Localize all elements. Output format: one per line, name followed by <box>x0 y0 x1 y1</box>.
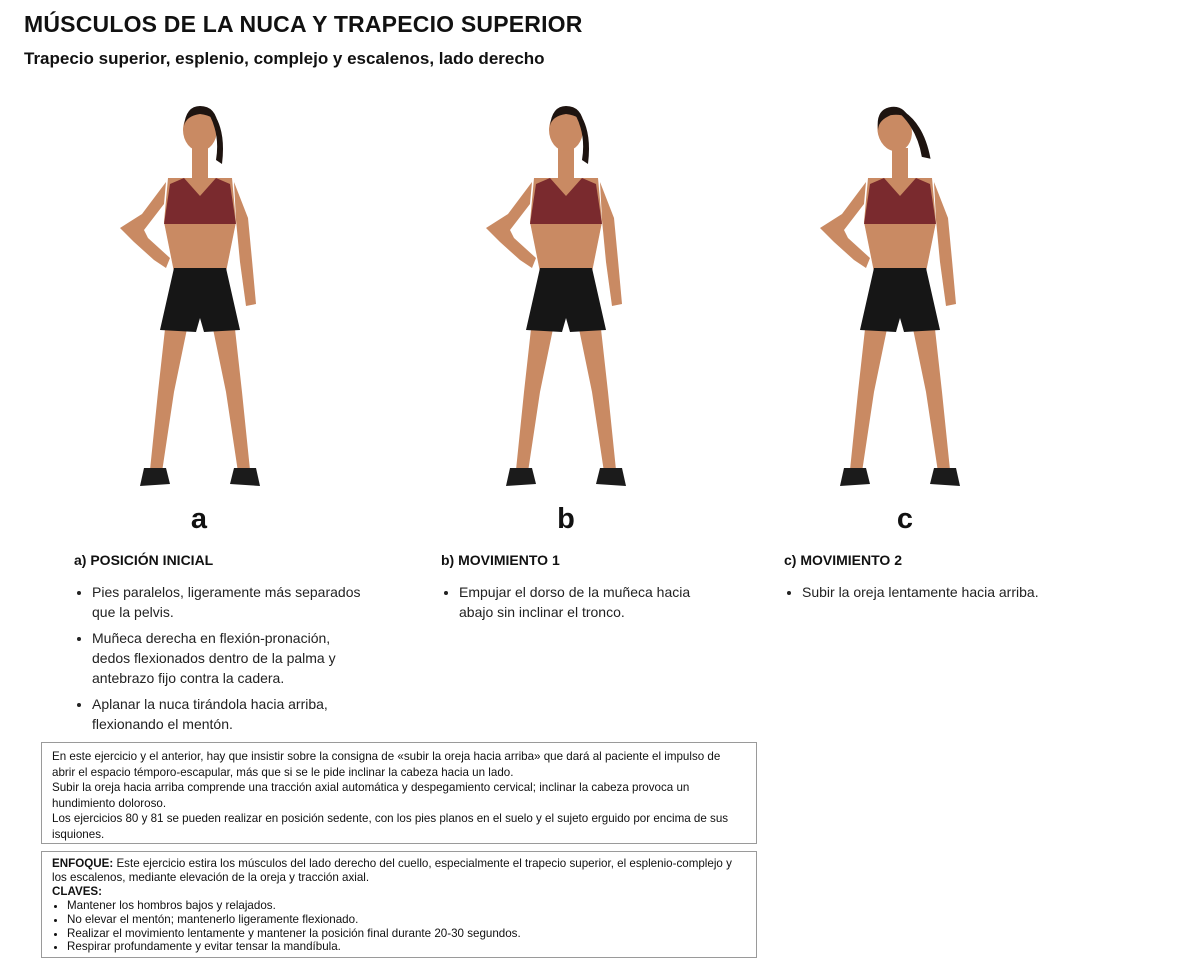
list-item: • Empujar el dorso de la muñeca hacia abajo sin inclinar el tronco. <box>459 582 711 622</box>
figure-b-illustration <box>466 92 666 504</box>
panel-c-description <box>784 552 1084 608</box>
panel-b-heading: b) MOVIMIENTO 1 <box>441 552 560 568</box>
panel-c-heading: c) MOVIMIENTO 2 <box>784 552 902 568</box>
focus-box <box>41 851 757 958</box>
note-paragraph: En este ejercicio y el anterior, hay que insistir sobre la consigna de «subir la oreja hacia arriba» que dará al paciente el impulso de abrir el espacio témporo-escapular, más que si se le pide inclinar la cabeza hacia un lado. <box>52 750 721 779</box>
note-paragraph: Los ejercicios 80 y 81 se pueden realizar en posición sedente, con los pies planos en el suelo y el sujeto erguido por encima de sus isquiones. <box>52 812 729 841</box>
figure-c-illustration <box>800 92 1000 504</box>
list-item: • Aplanar la nuca tirándola hacia arriba, flexionando el mentón. <box>92 694 364 734</box>
panel-letter-c: c <box>896 503 914 535</box>
focus-text: Este ejercicio estira los músculos del lado derecho del cuello, especialmente el trapecio superior, el esplenio-complejo y los escalenos, mediante elevación de la oreja y tracción axial. <box>52 857 732 884</box>
panel-a-bullet-list <box>74 582 364 734</box>
list-item: • Mantener los hombros bajos y relajados. <box>67 899 746 913</box>
page-title: MÚSCULOS DE LA NUCA Y TRAPECIO SUPERIOR <box>24 11 583 37</box>
panel-c-bullet-list <box>784 582 1084 602</box>
focus-label: ENFOQUE: <box>52 857 114 870</box>
list-item: • Respirar profundamente y evitar tensar la mandíbula. <box>67 940 746 954</box>
note-paragraph: Subir la oreja hacia arriba comprende una tracción axial automática y despegamiento cervical; inclinar la cabeza provoca un hundimiento doloroso. <box>52 781 690 810</box>
list-item: • Muñeca derecha en flexión-pronación, dedos flexionados dentro de la palma y antebrazo fijo contra la cadera. <box>92 628 364 688</box>
woman-standing-figure <box>100 92 300 504</box>
figure-a-illustration <box>100 92 300 504</box>
page-subtitle: Trapecio superior, esplenio, complejo y escalenos, lado derecho <box>24 49 545 68</box>
focus-paragraph <box>52 857 746 885</box>
keys-list <box>52 899 746 954</box>
panel-a-description <box>74 552 364 740</box>
list-item: • No elevar el mentón; mantenerlo ligeramente flexionado. <box>67 913 746 927</box>
panel-letter-b: b <box>557 503 575 535</box>
panel-b-bullet-list <box>441 582 711 622</box>
list-item: • Realizar el movimiento lentamente y mantener la posición final durante 20-30 segundos. <box>67 927 746 941</box>
note-box <box>41 742 757 844</box>
list-item: • Subir la oreja lentamente hacia arriba. <box>802 582 1084 602</box>
keys-label: CLAVES: <box>52 885 103 898</box>
list-item: • Pies paralelos, ligeramente más separados que la pelvis. <box>92 582 364 622</box>
panel-b-description <box>441 552 711 628</box>
panel-letter-a: a <box>190 503 208 535</box>
panel-a-heading: a) POSICIÓN INICIAL <box>74 552 214 568</box>
woman-standing-figure <box>466 92 666 504</box>
woman-head-tilt-figure <box>800 92 1000 504</box>
